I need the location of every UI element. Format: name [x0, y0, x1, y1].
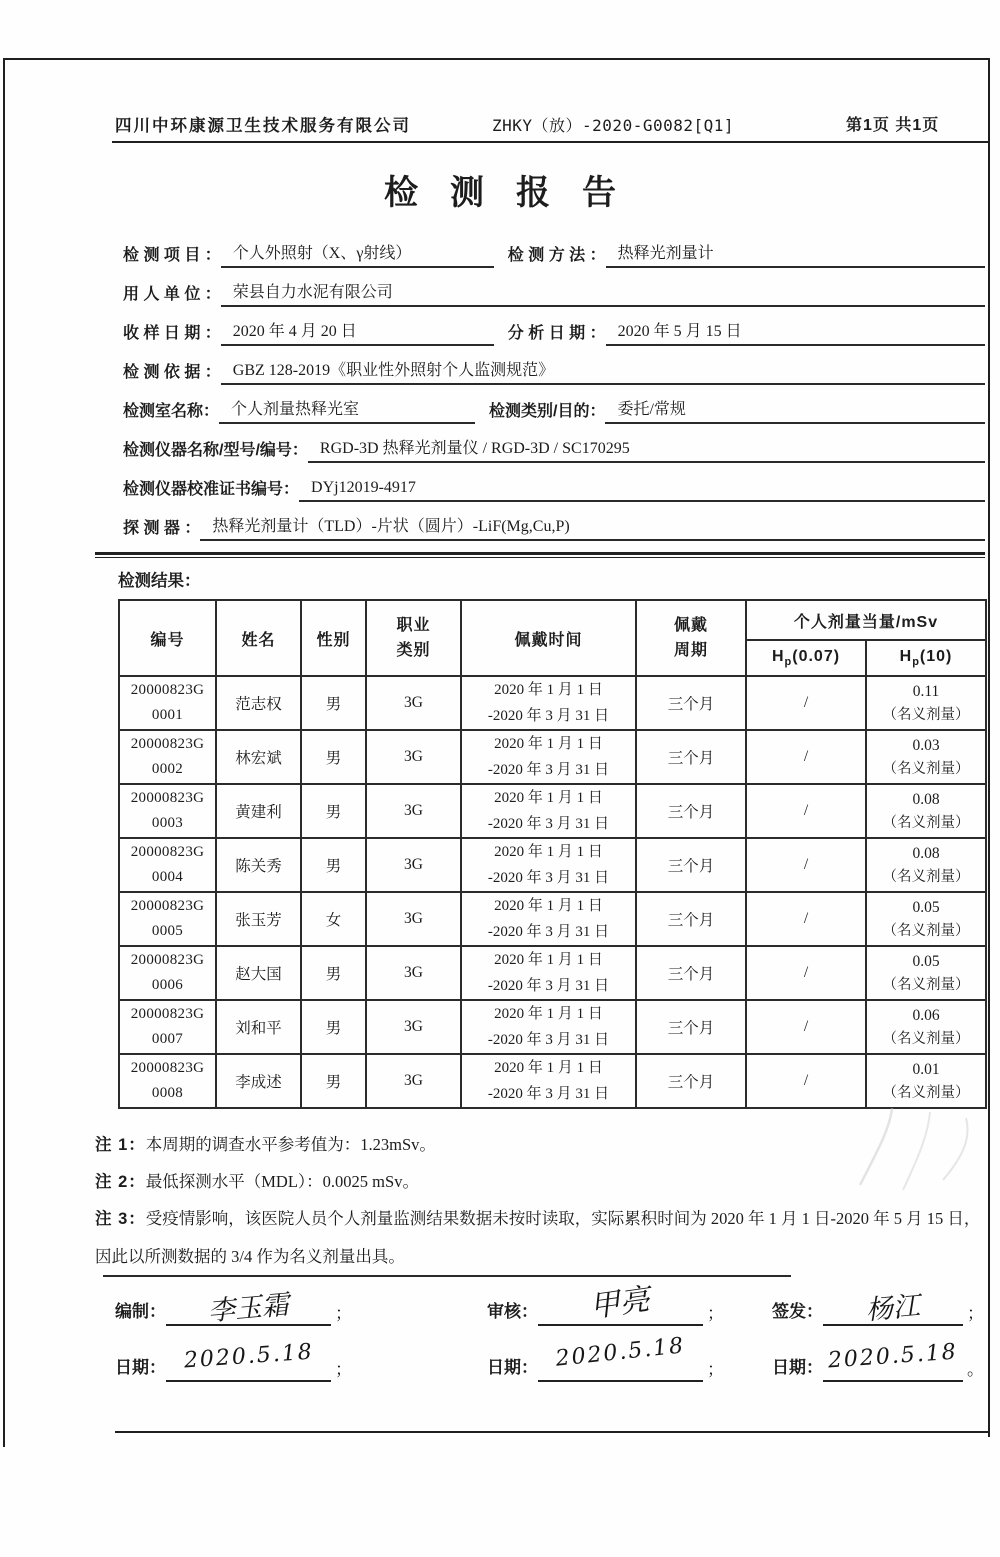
cell-id: 20000823G 0008: [119, 1054, 216, 1108]
reviewed-by-signature: 甲亮: [538, 1290, 703, 1326]
field-value: 热释光剂量计: [606, 240, 985, 268]
cell-gender: 男: [301, 1054, 366, 1108]
frame-left-line: [3, 58, 5, 1447]
table-row: [119, 892, 986, 946]
cell-cycle: 三个月: [636, 1054, 746, 1108]
cell-cycle: 三个月: [636, 676, 746, 730]
note-label: 注 2：: [95, 1173, 146, 1191]
field-row-dates: [123, 316, 985, 346]
date-label: 日期：: [115, 1358, 166, 1377]
cell-wear-time: 2020 年 1 月 1 日 -2020 年 3 月 31 日: [461, 676, 636, 730]
cell-dose: 0.03 （名义剂量）: [866, 730, 986, 784]
note-label: 注 3：: [95, 1210, 146, 1228]
section-divider: [95, 552, 985, 558]
results-section-label: 检测结果：: [118, 572, 201, 590]
issued-by-label: 签发：: [772, 1302, 823, 1321]
col-header-hp007: $H_p(0.07)$: [746, 640, 866, 676]
reviewed-date-block: [487, 1333, 724, 1382]
separator: ；: [707, 1304, 724, 1323]
cell-id: 20000823G 0006: [119, 946, 216, 1000]
cell-dose: 0.08 （名义剂量）: [866, 838, 986, 892]
cell-name: 李成述: [216, 1054, 301, 1108]
note-2: [95, 1163, 987, 1201]
cell-hp007: /: [746, 946, 866, 1000]
prepared-date-value: 2020.5.18: [166, 1346, 331, 1382]
field-row-instrument: [123, 433, 985, 463]
cell-name: 陈关秀: [216, 838, 301, 892]
cell-hp007: /: [746, 784, 866, 838]
date-label: 日期：: [487, 1358, 538, 1377]
company-name: 四川中环康源卫生技术服务有限公司: [115, 117, 411, 135]
field-row-item-method: [123, 238, 985, 268]
cell-wear-time: 2020 年 1 月 1 日 -2020 年 3 月 31 日: [461, 784, 636, 838]
header-rule: [112, 141, 988, 143]
field-label: 分 析 日 期 ：: [507, 325, 606, 342]
cell-job: 3G: [366, 892, 461, 946]
cell-name: 林宏斌: [216, 730, 301, 784]
prepared-by-block: [115, 1290, 352, 1326]
field-row-lab-category: [123, 394, 985, 424]
field-value: 2020 年 4 月 20 日: [221, 318, 494, 346]
cell-dose: 0.01 （名义剂量）: [866, 1054, 986, 1108]
separator: ；: [335, 1360, 352, 1379]
table-row: [119, 676, 986, 730]
table-row: [119, 946, 986, 1000]
frame-right-line: [988, 58, 990, 1437]
cell-dose: 0.08 （名义剂量）: [866, 784, 986, 838]
cell-job: 3G: [366, 1000, 461, 1054]
cell-gender: 男: [301, 676, 366, 730]
separator: 。: [967, 1360, 984, 1379]
cell-job: 3G: [366, 676, 461, 730]
col-header-job: [366, 600, 461, 676]
cell-gender: 男: [301, 838, 366, 892]
separator: ；: [707, 1360, 724, 1379]
cell-name: 黄建利: [216, 784, 301, 838]
field-row-basis: [123, 355, 985, 385]
field-label: 检 测 项 目 ：: [123, 247, 221, 264]
table-row: [119, 1000, 986, 1054]
cell-gender: 男: [301, 730, 366, 784]
cell-job: 3G: [366, 946, 461, 1000]
date-label: 日期：: [772, 1358, 823, 1377]
cell-hp007: /: [746, 892, 866, 946]
field-value: 热释光剂量计（TLD）-片状（圆片）-LiF(Mg,Cu,P): [200, 513, 985, 541]
field-value: DYj12019-4917: [299, 479, 985, 502]
col-header-wear-cycle: [636, 600, 746, 676]
reviewed-by-label: 审核：: [487, 1302, 538, 1321]
cell-wear-time: 2020 年 1 月 1 日 -2020 年 3 月 31 日: [461, 838, 636, 892]
cell-wear-time: 2020 年 1 月 1 日 -2020 年 3 月 31 日: [461, 892, 636, 946]
field-label: 用 人 单 位 ：: [123, 286, 221, 303]
separator: ；: [335, 1304, 352, 1323]
cell-cycle: 三个月: [636, 892, 746, 946]
cell-hp007: /: [746, 730, 866, 784]
cell-job: 3G: [366, 730, 461, 784]
field-value: RGD-3D 热释光剂量仪 / RGD-3D / SC170295: [308, 435, 985, 463]
cell-cycle: 三个月: [636, 946, 746, 1000]
cell-id: 20000823G 0002: [119, 730, 216, 784]
field-value: 荣县自力水泥有限公司: [221, 279, 985, 307]
note-1: [95, 1126, 987, 1164]
cell-hp007: /: [746, 1054, 866, 1108]
cell-wear-time: 2020 年 1 月 1 日 -2020 年 3 月 31 日: [461, 1054, 636, 1108]
cell-dose: 0.11 （名义剂量）: [866, 676, 986, 730]
col-header-job-line2: 类别: [396, 642, 431, 659]
col-header-hp10: $H_p(10)$: [866, 640, 986, 676]
cell-cycle: 三个月: [636, 1000, 746, 1054]
table-row: [119, 730, 986, 784]
cell-gender: 男: [301, 1000, 366, 1054]
col-header-id: 编号: [119, 600, 216, 676]
cell-gender: 男: [301, 784, 366, 838]
cell-id: 20000823G 0007: [119, 1000, 216, 1054]
col-header-dose-group: 个人剂量当量/mSv: [746, 600, 986, 640]
frame-bottom-line: [115, 1431, 990, 1433]
field-row-calibration: [123, 472, 985, 502]
cell-job: 3G: [366, 838, 461, 892]
separator: ；: [967, 1304, 984, 1323]
cell-id: 20000823G 0001: [119, 676, 216, 730]
col-header-cycle-line1: 佩戴: [673, 617, 708, 634]
col-header-wear-time: 佩戴时间: [461, 600, 636, 676]
col-header-name: 姓名: [216, 600, 301, 676]
field-value: GBZ 128-2019《职业性外照射个人监测规范》: [221, 357, 985, 385]
cell-cycle: 三个月: [636, 784, 746, 838]
cell-name: 刘和平: [216, 1000, 301, 1054]
reviewed-by-block: [487, 1282, 724, 1326]
cell-hp007: /: [746, 838, 866, 892]
cell-id: 20000823G 0004: [119, 838, 216, 892]
cell-cycle: 三个月: [636, 838, 746, 892]
field-label: 检测仪器校准证书编号：: [123, 481, 300, 498]
prepared-by-label: 编制：: [115, 1302, 166, 1321]
field-label: 探 测 器 ：: [123, 520, 201, 537]
field-label: 检 测 依 据 ：: [123, 364, 221, 381]
field-value: 个人剂量热释光室: [219, 396, 475, 424]
table-row: [119, 838, 986, 892]
field-value: 2020 年 5 月 15 日: [606, 318, 985, 346]
col-header-gender: 性别: [301, 600, 366, 676]
cell-dose: 0.05 （名义剂量）: [866, 946, 986, 1000]
field-row-detector: [123, 511, 985, 541]
cell-hp007: /: [746, 676, 866, 730]
note-text: 本周期的调查水平参考值为：1.23mSv。: [145, 1135, 436, 1154]
col-header-job-line1: 职业: [396, 617, 431, 634]
page-title: 检测报告: [384, 174, 648, 212]
cell-wear-time: 2020 年 1 月 1 日 -2020 年 3 月 31 日: [461, 946, 636, 1000]
field-value: 委托/常规: [605, 396, 985, 424]
cell-dose: 0.05 （名义剂量）: [866, 892, 986, 946]
issued-by-signature: 杨江: [823, 1290, 963, 1326]
cell-name: 张玉芳: [216, 892, 301, 946]
cell-id: 20000823G 0005: [119, 892, 216, 946]
field-label: 检测类别/目的：: [489, 403, 606, 420]
table-row: [119, 784, 986, 838]
col-header-cycle-line2: 周期: [673, 642, 708, 659]
cell-gender: 女: [301, 892, 366, 946]
issued-date-value: 2020.5.18: [823, 1346, 963, 1382]
note-text: 最低探测水平（MDL）：0.0025 mSv。: [145, 1172, 419, 1191]
reviewed-date-value: 2020.5.18: [538, 1346, 703, 1382]
cell-dose: 0.06 （名义剂量）: [866, 1000, 986, 1054]
field-label: 收 样 日 期 ：: [123, 325, 221, 342]
field-label: 检测室名称：: [123, 403, 220, 420]
cell-job: 3G: [366, 784, 461, 838]
cell-hp007: /: [746, 1000, 866, 1054]
field-label: 检测仪器名称/型号/编号：: [123, 442, 308, 459]
cell-cycle: 三个月: [636, 730, 746, 784]
cell-id: 20000823G 0003: [119, 784, 216, 838]
prepared-date-block: [115, 1339, 352, 1382]
issued-by-block: [772, 1290, 984, 1326]
report-number: ZHKY（放）-2020-G0082[Q1]: [492, 116, 735, 135]
cell-name: 赵大国: [216, 946, 301, 1000]
cell-wear-time: 2020 年 1 月 1 日 -2020 年 3 月 31 日: [461, 730, 636, 784]
cell-job: 3G: [366, 1054, 461, 1108]
note-3: [95, 1200, 987, 1275]
frame-top-line: [3, 58, 990, 60]
note-label: 注 1：: [95, 1136, 146, 1154]
field-label: 检 测 方 法 ：: [507, 247, 606, 264]
page-indicator: 第1页 共1页: [846, 117, 940, 134]
note-text: 受疫情影响，该医院人员个人剂量监测结果数据未按时读取，实际累积时间为 2020 年 1 月 1 日-2020 年 5 月 15 日，因此以所测数据的 3/4 作为名义剂量出具。: [95, 1209, 981, 1266]
prepared-by-signature: 李玉霜: [166, 1290, 331, 1326]
issued-date-block: [772, 1339, 984, 1382]
cell-wear-time: 2020 年 1 月 1 日 -2020 年 3 月 31 日: [461, 1000, 636, 1054]
field-value: 个人外照射（X、γ射线）: [221, 240, 494, 268]
cell-name: 范志权: [216, 676, 301, 730]
field-row-employer: [123, 277, 985, 307]
results-table: [118, 599, 987, 1109]
signoff-top-rule: [103, 1275, 791, 1277]
cell-gender: 男: [301, 946, 366, 1000]
